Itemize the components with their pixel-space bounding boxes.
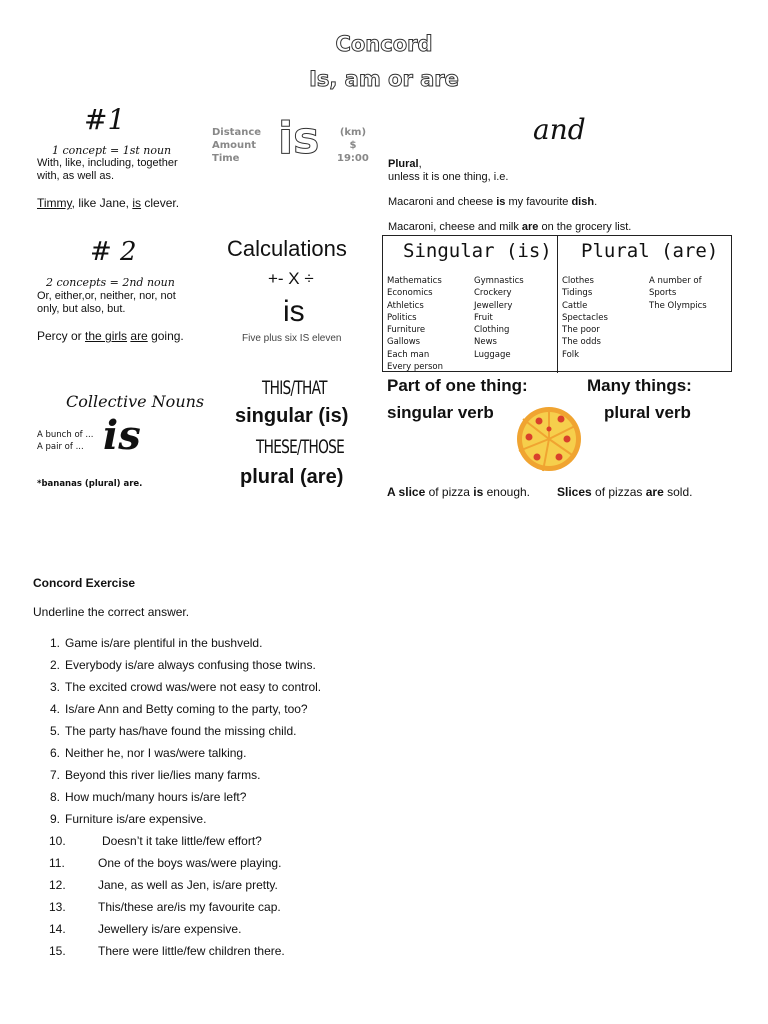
list-item: 2. Everybody is/are always confusing those twins. [50,658,316,672]
and-note: unless it is one thing, i.e. [388,171,509,183]
list-item: 1. Game is/are plentiful in the bushveld. [50,636,263,650]
list-item: Folk [562,349,580,360]
list-item: 3. The excited crowd was/were not easy to control. [50,680,322,694]
list-item: 11. One of the boys was/were playing. [49,856,282,870]
page-subtitle: Is, am or are [309,67,459,91]
page-title: Concord [335,32,433,56]
singular-is-label: singular (is) [235,405,349,427]
these-those-label: THESE/THOSE [256,436,345,458]
list-item: The Olympics [649,300,707,311]
list-item: Sports [649,288,677,299]
list-item: 10. Doesn’t it take little/few effort? [49,834,262,848]
calculations-is: is [283,295,305,328]
collective-heading: Collective Nouns [66,392,205,411]
unit-dollar: $ [349,140,357,151]
list-item: Cattle [562,300,588,311]
singular-heading: Singular (is) [403,240,552,262]
list-item: 6. Neither he, nor I was/were talking. [50,746,247,760]
exercise-title: Concord Exercise [33,576,136,590]
and-heading: and [533,113,586,146]
list-item: 15. There were little/few children there. [49,944,285,958]
calculations-operators: +- X ÷ [268,269,314,288]
unit-km: (km) [339,127,367,138]
list-item: Luggage [474,349,511,360]
list-item: Crockery [474,288,512,299]
list-item: Jewellery [474,300,513,311]
rule1-example-verb: is [132,196,142,210]
calculations-example: Five plus six IS eleven [242,333,342,344]
quantity-labels [212,126,261,165]
list-item: Fruit [474,312,493,323]
and-plural: Plural, [388,158,422,170]
list-item: Each man [387,349,430,360]
rule1-example-middle: , like Jane, [71,196,133,210]
rule1-example-end: clever. [141,196,180,210]
rule2-example: Percy or the girls are going. [37,329,184,343]
many-things: Many things: [587,376,692,395]
list-item: Mathematics [387,276,442,286]
this-that-label: THIS/THAT [262,377,327,399]
list-item: 13. This/these are/is my favourite cap. [49,900,281,914]
list-item: Athletics [387,300,424,311]
calculations-heading: Calculations [227,236,347,261]
singular-column-1 [387,275,443,373]
list-item: Furniture [387,325,426,336]
quantity-units [337,126,369,165]
exercise-instruction: Underline the correct answer. [33,605,190,619]
rule1-description: With, like, including, together with, as well as. [37,157,178,182]
singular-verb: singular verb [387,403,494,422]
list-item: 14. Jewellery is/are expensive. [49,922,242,936]
list-item: 7. Beyond this river lie/lies many farms. [50,768,261,782]
list-item: 8. How much/many hours is/are left? [50,790,247,804]
rule1-concept: 1 concept = 1st noun [52,144,172,157]
rule1-example-subject: Timmy [37,196,72,210]
list-item: Gallows [387,337,421,348]
quantity-is: is [278,113,320,164]
rule2-heading: # 2 [90,237,137,267]
singular-column-2 [474,275,524,361]
list-item: Clothes [562,276,594,286]
plural-column-1 [562,275,608,361]
list-item: Every person [387,362,443,373]
pizza-icon [513,403,585,473]
rule1-heading: #1 [84,103,126,136]
list-item: Gymnastics [474,276,524,286]
plural-verb: plural verb [604,403,691,422]
rule2-concept: 2 concepts = 2nd noun [46,276,175,289]
list-item: Tidings [562,288,593,299]
and-example-1: Macaroni and cheese is my favourite dish. [388,196,598,208]
plural-are-label: plural (are) [240,466,344,488]
pizza-example-1: A slice of pizza is enough. [387,485,531,499]
rule2-description: Or, either,or, neither, nor, not only, but also, but. [37,290,176,315]
list-item: A number of [649,276,702,286]
exercise-list [33,632,733,962]
list-item: Politics [387,312,417,323]
list-item: 5. The party has/have found the missing child. [50,724,297,738]
list-item: The odds [562,337,601,348]
collective-line-2: A pair of ... [37,442,84,453]
collective-line-1: A bunch of ... [37,430,94,440]
quantity-distance: Distance [212,127,262,138]
list-item: 9. Furniture is/are expensive. [50,812,207,826]
quantity-amount: Amount [212,140,257,151]
list-item: News [474,337,497,348]
list-item: Spectacles [562,312,608,323]
collective-examples [37,429,93,454]
unit-time: 19:00 [337,153,369,164]
collective-note: *bananas (plural) are. [37,479,143,489]
part-of-one-thing: Part of one thing: [387,376,528,395]
and-plural-label: Plural [388,158,419,170]
list-item: 12. Jane, as well as Jen, is/are pretty. [49,878,278,892]
rule1-example [37,196,179,210]
collective-is: is [103,412,141,459]
plural-column-2 [649,275,707,312]
list-item: Clothing [474,325,510,336]
list-item: The poor [562,325,600,336]
plural-heading: Plural (are) [581,240,719,262]
list-item: 4. Is/are Ann and Betty coming to the party, too? [50,702,308,716]
list-item: Economics [387,288,433,299]
singular-plural-table [382,235,732,372]
quantity-time: Time [212,153,240,164]
and-example-2: Macaroni, cheese and milk are on the grocery list. [388,221,632,233]
pizza-example-2: Slices of pizzas are sold. [557,485,693,499]
table-divider [557,236,558,373]
